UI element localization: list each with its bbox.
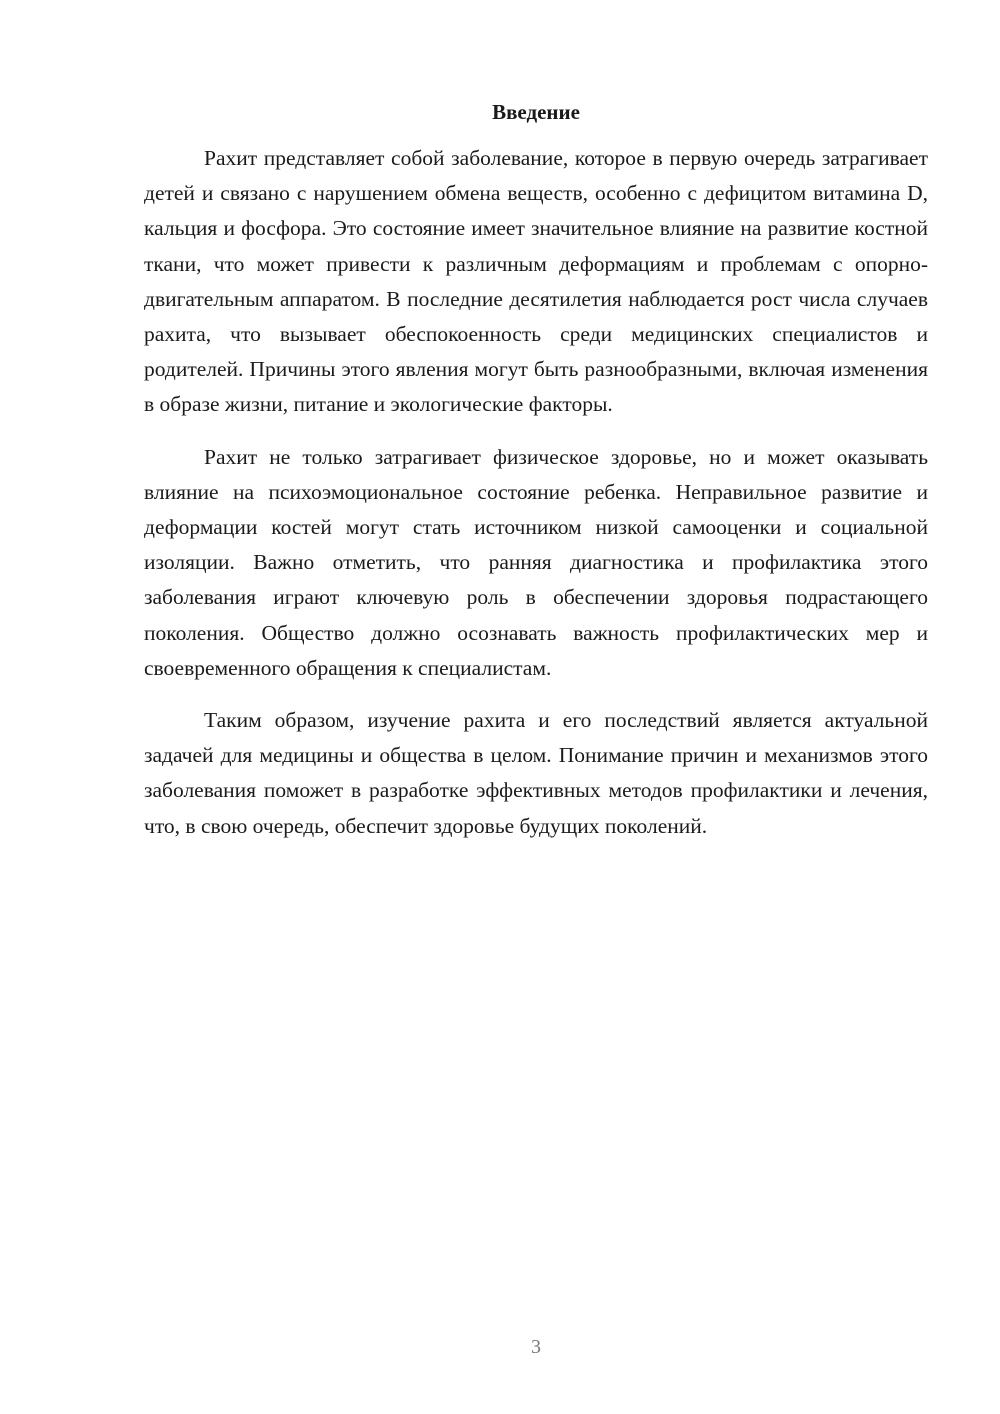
paragraph-2: Рахит не только затрагивает физическое здоровье, но и может оказывать влияние на психоэмоциональное состояние ребенка. Неправильное развитие и деформации костей могут стать источником низкой самооценки и социальной изоляции. Важно отметить, что ранняя диагностика и профилактика этого заболевания играют ключевую роль в обеспечении здоровья подрастающего поколения. Общество должно осознавать важность профилактических мер и своевременного обращения к специалистам. <box>144 444 928 680</box>
section-title: Введение <box>492 100 580 124</box>
paragraph-3: Таким образом, изучение рахита и его последствий является актуальной задачей для медицины и общества в целом. Понимание причин и механизмов этого заболевания поможет в разработке эффективных методов профилактики и лечения, что, в свою очередь, обеспечит здоровье будущих поколений. <box>144 708 928 838</box>
page-number: 3 <box>531 1336 541 1358</box>
body-text <box>144 141 928 844</box>
paragraph-1: Рахит представляет собой заболевание, которое в первую очередь затрагивает детей и связано с нарушением обмена веществ, особенно с дефицитом витамина D, кальция и фосфора. Это состояние имеет значительное влияние на развитие костной ткани, что может привести к различным деформациям и проблемам с опорно-двигательным аппаратом. В последние десятилетия наблюдается рост числа случаев рахита, что вызывает обеспокоенность среди медицинских специалистов и родителей. Причины этого явления могут быть разнообразными, включая изменения в образе жизни, питание и экологические факторы. <box>144 146 928 417</box>
